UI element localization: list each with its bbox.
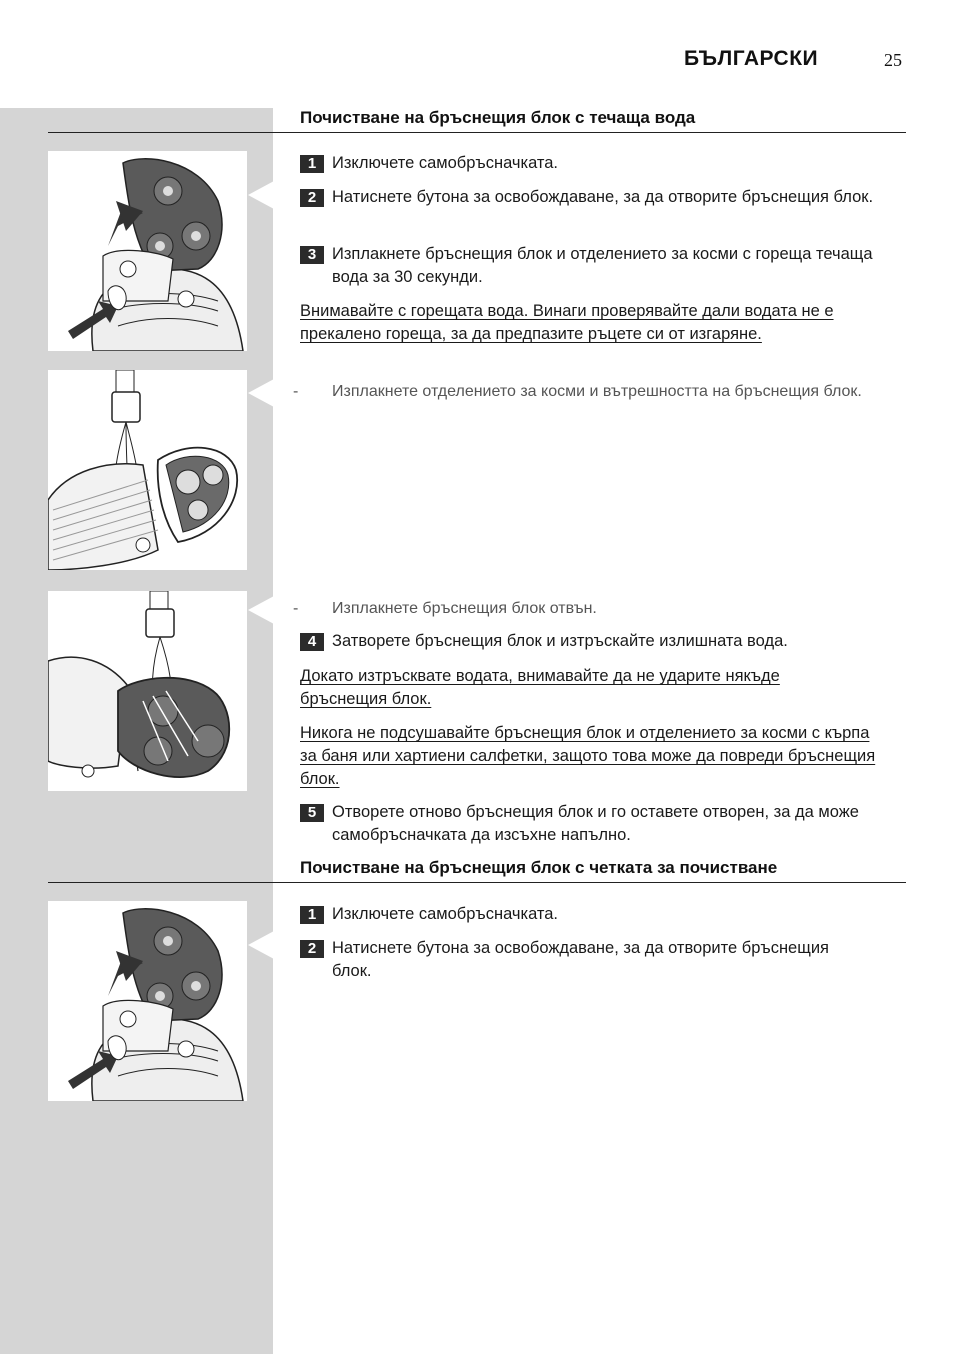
dash-icon: -: [293, 600, 299, 617]
step-text: Затворете бръснещия блок и изтръскайте излишната вода.: [332, 632, 788, 650]
step-text: Натиснете бутона за освобождаване, за да отворите бръснещия блок.: [332, 939, 829, 980]
warning-text: Никога не подсушавайте бръснещия блок и отделението за косми с кърпа за баня или хартиени салфетки, защото това може да повреди бръснещия блок.: [300, 724, 876, 788]
section-title-running-water: Почистване на бръснещия блок с течаща вода: [300, 108, 696, 127]
step-4-close-shake: [300, 630, 932, 653]
bullet-text: Изплакнете бръснещия блок отвън.: [332, 600, 597, 617]
illustration-open-shaving-unit: [48, 151, 247, 351]
warning-text: Докато изтръсквате водата, внимавайте да не ударите някъде бръснещия блок.: [300, 667, 780, 708]
bullet-rinse-outside: [293, 597, 892, 620]
step-text: Изключете самобръсначката.: [332, 905, 559, 923]
step-number-badge: 1: [300, 906, 324, 924]
section-title-cleaning-brush: Почистване на бръснещия блок с четката за почистване: [300, 858, 778, 877]
warning-do-not-dry: [300, 722, 890, 791]
step-1-switch-off: [300, 152, 932, 175]
step-2-press-release: [300, 186, 902, 209]
step-number-badge: 2: [300, 940, 324, 958]
warning-shaking: [300, 665, 860, 711]
step-text: Отворете отново бръснещия блок и го оставете отворен, за да може самобръсначката да изсъхне напълно.: [332, 803, 859, 844]
bullet-text: Изплакнете отделението за косми и вътрешността на бръснещия блок.: [332, 383, 862, 400]
pointer-triangle: [248, 379, 274, 407]
bullet-rinse-inside: [293, 380, 892, 403]
section-divider: [48, 882, 906, 883]
illustration-open-shaving-unit-2: [48, 901, 247, 1101]
step-number-badge: 5: [300, 804, 324, 822]
warning-hot-water: [300, 300, 890, 346]
step-number-badge: 3: [300, 246, 324, 264]
illustration-rinse-outside: [48, 591, 247, 791]
warning-text: Внимавайте с горещата вода. Винаги проверявайте дали водата не е прекалено гореща, за да предпазите ръцете си от изгаряне.: [300, 302, 834, 343]
step-5-reopen: [300, 801, 892, 847]
step-text: Натиснете бутона за освобождаване, за да отворите бръснещия блок.: [332, 188, 874, 206]
step-text: Изплакнете бръснещия блок и отделението за косми с гореща течаща вода за 30 секунди.: [332, 245, 873, 286]
illustration-rinse-inside: [48, 370, 247, 570]
pointer-triangle: [248, 596, 274, 624]
step-2-press-release-2: [300, 937, 832, 983]
step-1-switch-off-2: [300, 903, 932, 926]
step-number-badge: 2: [300, 189, 324, 207]
section-divider: [48, 132, 906, 133]
step-3-rinse-hot-water: [300, 243, 892, 289]
pointer-triangle: [248, 181, 274, 209]
pointer-triangle: [248, 931, 274, 959]
step-number-badge: 1: [300, 155, 324, 173]
page-number: 25: [884, 50, 902, 70]
step-number-badge: 4: [300, 633, 324, 651]
dash-icon: -: [293, 383, 299, 400]
language-header: БЪЛГАРСКИ: [684, 47, 819, 70]
step-text: Изключете самобръсначката.: [332, 154, 559, 172]
